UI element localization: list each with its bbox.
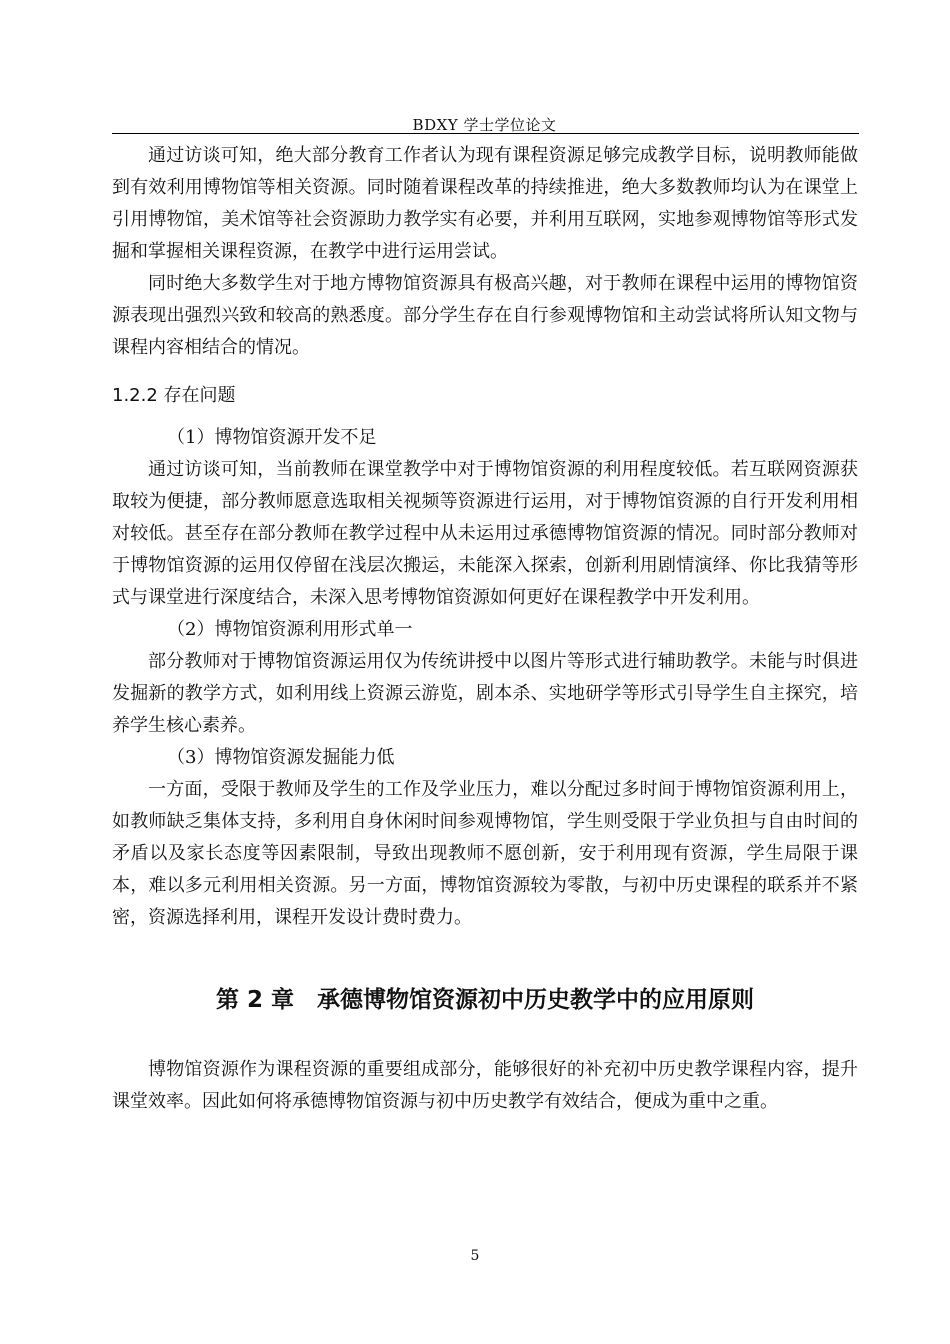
item-1-text: 通过访谈可知，当前教师在课堂教学中对于博物馆资源的利用程度较低。若互联网资源获取较为便捷，部分教师愿意选取相关视频等资源进行运用，对于博物馆资源的自行开发利用相对较低。甚至存在部分教师在教学过程中从未运用过承德博物馆资源的情况。同时部分教师对于博物馆资源的运用仅停留在浅层次搬运，未能深入探索，创新利用剧情演绎、你比我猜等形式与课堂进行深度结合，未深入思考博物馆资源如何更好在课程教学中开发利用。 <box>112 459 858 608</box>
paragraph-interview-teachers: 通过访谈可知，绝大部分教育工作者认为现有课程资源足够完成教学目标，说明教师能做到有效利用博物馆等相关资源。同时随着课程改革的持续推进，绝大多数教师均认为在课堂上引用博物馆，美术馆等社会资源助力教学实有必要，并利用互联网，实地参观博物馆等形式发掘和掌握相关课程资源，在教学中进行运用尝试。 <box>112 145 858 262</box>
item-3-text: 一方面，受限于教师及学生的工作及学业压力，难以分配过多时间于博物馆资源利用上，如教师缺乏集体支持，多利用自身休闲时间参观博物馆，学生则受限于学业负担与自由时间的矛盾以及家长态度等因素限制，导致出现教师不愿创新，安于利用现有资源，学生局限于课本，难以多元利用相关资源。另一方面，博物馆资源较为零散，与初中历史课程的联系并不紧密，资源选择利用，课程开发设计费时费力。 <box>112 779 858 928</box>
chapter-2-heading: 第 2 章 承德博物馆资源初中历史教学中的应用原则 <box>215 987 755 1013</box>
item-2-title: （2）博物馆资源利用形式单一 <box>167 619 413 640</box>
header-rule <box>112 133 859 134</box>
paragraph-students-interest: 同时绝大多数学生对于地方博物馆资源具有极高兴趣，对于教师在课程中运用的博物馆资源表现出强烈兴致和较高的熟悉度。部分学生存在自行参观博物馆和主动尝试将所认知文物与课程内容相结合的情况。 <box>112 273 858 358</box>
item-3-title: （3）博物馆资源发掘能力低 <box>167 747 395 768</box>
section-heading-1-2-2: 1.2.2 存在问题 <box>112 385 236 406</box>
item-1-title: （1）博物馆资源开发不足 <box>167 427 377 448</box>
chapter-2-intro: 博物馆资源作为课程资源的重要组成部分，能够很好的补充初中历史教学课程内容，提升课堂效率。因此如何将承德博物馆资源与初中历史教学有效结合，便成为重中之重。 <box>112 1059 858 1112</box>
document-body <box>112 140 858 1118</box>
page-number: 5 <box>470 1248 480 1264</box>
item-2-text: 部分教师对于博物馆资源运用仅为传统讲授中以图片等形式进行辅助教学。未能与时俱进发掘新的教学方式，如利用线上资源云游览，剧本杀、实地研学等形式引导学生自主探究，培养学生核心素养。 <box>112 651 858 736</box>
running-header: BDXY 学士学位论文 <box>412 116 557 134</box>
